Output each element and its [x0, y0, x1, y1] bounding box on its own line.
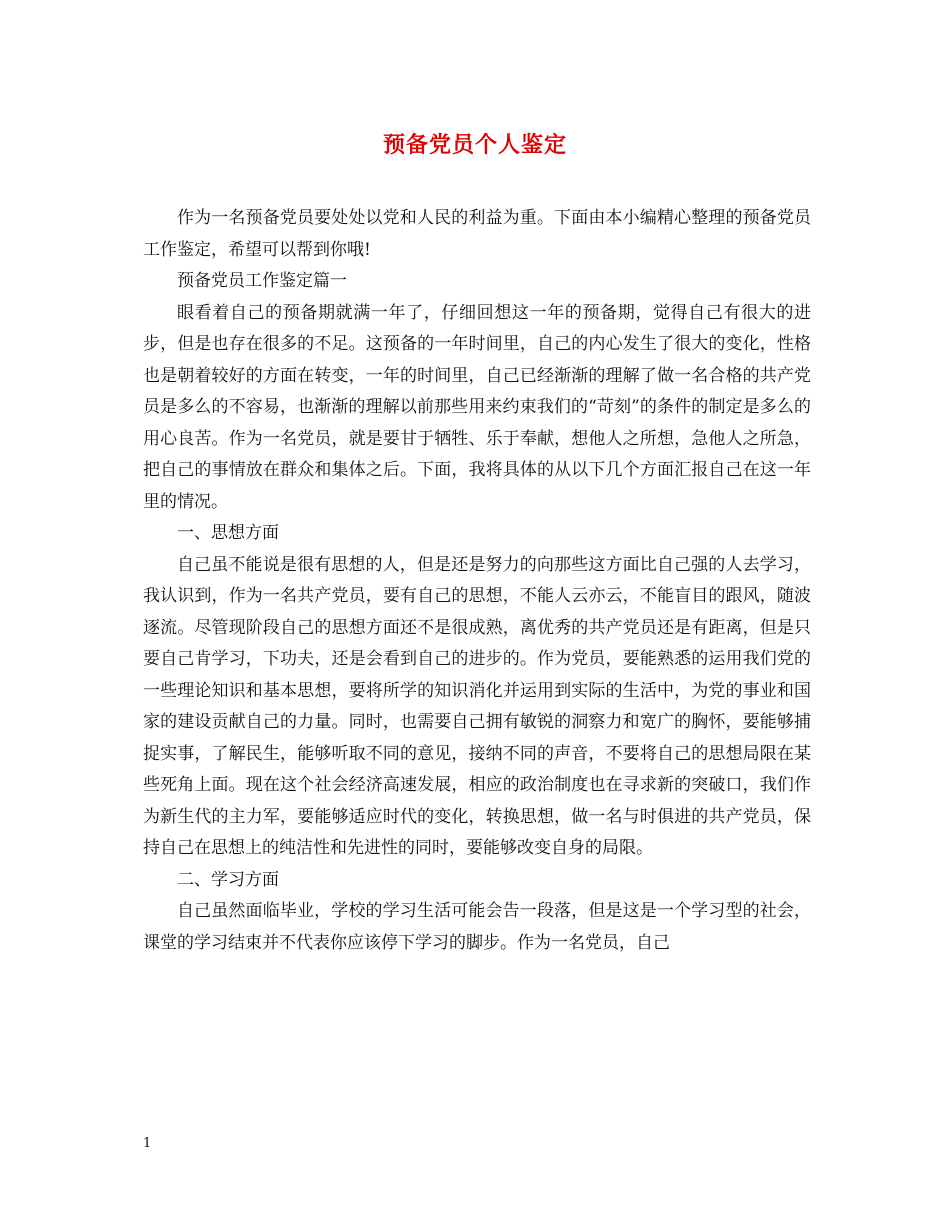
document-body: [143, 203, 811, 959]
paragraph-overview: 眼看着自己的预备期就满一年了，仔细回想这一年的预备期，觉得自己有很大的进步，但是也存在很多的不足。这预备的一年时间里，自己的内心发生了很大的变化，性格也是朝着较好的方面在转变，一年的时间里，自己已经渐渐的理解了做一名合格的共产党员是多么的不容易，也渐渐的理解以前那些用来约束我们的“苛刻”的条件的制定是多么的用心良苦。作为一名党员，就是要甘于牺牲、乐于奉献，想他人之所想，急他人之所急，把自己的事情放在群众和集体之后。下面，我将具体的从以下几个方面汇报自己在这一年里的情况。: [143, 302, 811, 512]
paragraph-study: 自己虽然面临毕业，学校的学习生活可能会告一段落，但是这是一个学习型的社会，课堂的学习结束并不代表你应该停下学习的脚步。作为一名党员，自己: [143, 901, 811, 953]
page-number: 1: [143, 1136, 152, 1151]
section-heading-study: 二、学习方面: [177, 869, 279, 890]
paragraph-thought: 自己虽不能说是很有思想的人，但是还是努力的向那些这方面比自己强的人去学习，我认识到，作为一名共产党员，要有自己的思想，不能人云亦云，不能盲目的跟风，随波逐流。尽管现阶段自己的思想方面还不是很成熟，离优秀的共产党员还是有距离，但是只要自己肯学习，下功夫，还是会看到自己的进步的。作为党员，要能熟悉的运用我们党的一些理论知识和基本思想，要将所学的知识消化并运用到实际的生活中，为党的事业和国家的建设贡献自己的力量。同时，也需要自己拥有敏锐的洞察力和宽广的胸怀，要能够捕捉实事，了解民生，能够听取不同的意见，接纳不同的声音，不要将自己的思想局限在某些死角上面。现在这个社会经济高速发展，相应的政治制度也在寻求新的突破口，我们作为新生代的主力军，要能够适应时代的变化，转换思想，做一名与时俱进的共产党员，保持自己在思想上的纯洁性和先进性的同时，要能够改变自身的局限。: [143, 554, 811, 858]
section-heading-part-one: 预备党员工作鉴定篇一: [177, 271, 347, 291]
document-title: 预备党员个人鉴定: [382, 132, 567, 158]
paragraph-intro: 作为一名预备党员要处处以党和人民的利益为重。下面由本小编精心整理的预备党员工作鉴定，希望可以帮到你哦!: [143, 208, 811, 260]
section-heading-thought: 一、思想方面: [177, 523, 279, 543]
